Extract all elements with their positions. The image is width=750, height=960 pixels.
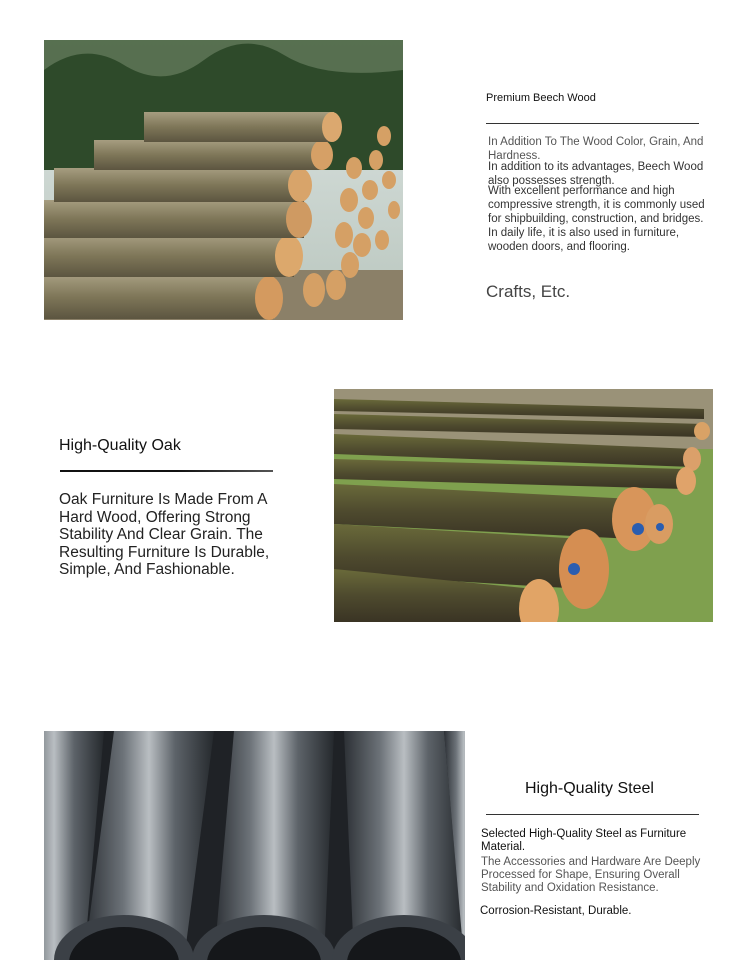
beech-divider (486, 123, 699, 124)
beech-paragraph-3: With excellent performance and high compressive strength, it is commonly used for shipbuilding, construction, and bridges. In daily life, it is also used in furniture, wooden doors, and flooring. (488, 185, 705, 253)
steel-title: High-Quality Steel (525, 780, 654, 797)
steel-divider (486, 814, 699, 815)
beech-logs-image (44, 40, 403, 320)
beech-paragraph-1: In Addition To The Wood Color, Grain, And Hardness. (488, 136, 704, 162)
beech-paragraph-2: In addition to its advantages, Beech Wood also possesses strength. (488, 161, 704, 187)
oak-divider (60, 470, 273, 472)
steel-paragraph-2: The Accessories and Hardware Are Deeply Processed for Shape, Ensuring Overall Stability and Oxidation Resistance. (481, 856, 701, 894)
steel-paragraph-1: Selected High-Quality Steel as Furniture Material. (481, 828, 687, 853)
oak-title: High-Quality Oak (59, 437, 181, 454)
steel-paragraph-3: Corrosion-Resistant, Durable. (480, 905, 632, 917)
beech-title: Premium Beech Wood (486, 92, 596, 104)
oak-logs-image (334, 389, 713, 622)
steel-pipes-image (44, 731, 465, 960)
beech-paragraph-4: Crafts, Etc. (486, 282, 571, 301)
oak-description: Oak Furniture Is Made From A Hard Wood, Offering Strong Stability And Clear Grain. The Resulting Furniture Is Durable, Simple, And Fashionable. (59, 491, 270, 578)
